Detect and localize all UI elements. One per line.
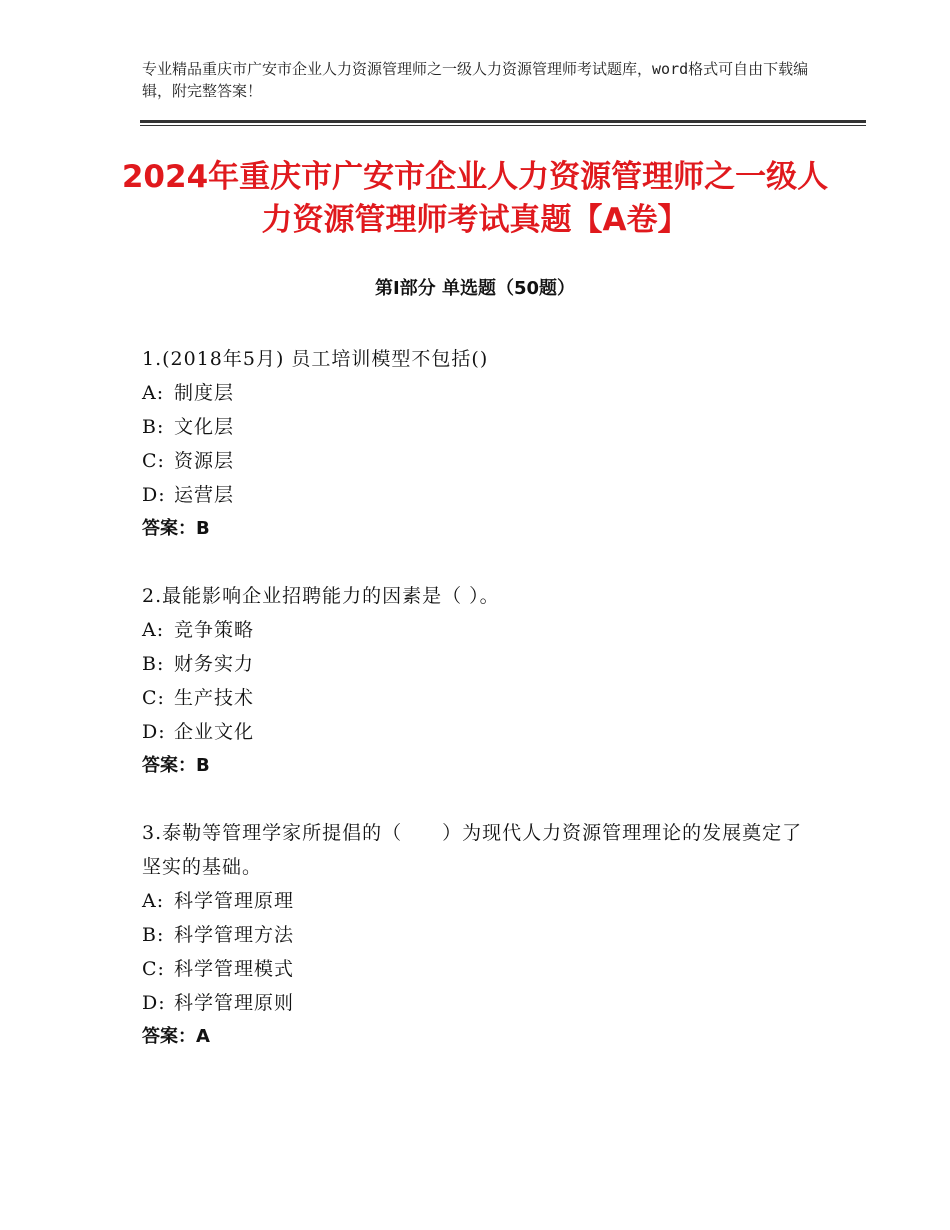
option-letter: A:	[142, 890, 165, 912]
option-letter: B:	[142, 653, 165, 675]
option-b	[142, 647, 822, 681]
option-text: 科学管理方法	[174, 924, 295, 946]
question-stem: 1.(2018年5月) 员工培训模型不包括()	[142, 348, 489, 370]
option-d	[142, 986, 822, 1020]
answer-line	[142, 1020, 822, 1054]
answer-value: A	[196, 1026, 210, 1047]
option-letter: C:	[142, 958, 165, 980]
option-text: 科学管理原则	[174, 992, 295, 1014]
option-letter: A:	[142, 382, 165, 404]
option-letter: C:	[142, 450, 165, 472]
header-rule-thin	[140, 125, 866, 126]
option-letter: B:	[142, 924, 165, 946]
question-1	[142, 342, 822, 546]
answer-line	[142, 749, 822, 783]
option-c	[142, 952, 822, 986]
option-text: 财务实力	[174, 653, 255, 675]
option-text: 科学管理原理	[174, 890, 295, 912]
question-2	[142, 579, 822, 783]
option-d	[142, 715, 822, 749]
option-text: 竞争策略	[174, 619, 255, 641]
option-b	[142, 410, 822, 444]
option-letter: D:	[142, 484, 166, 506]
option-letter: A:	[142, 619, 165, 641]
option-letter: D:	[142, 721, 166, 743]
option-text: 生产技术	[174, 687, 255, 709]
option-c	[142, 681, 822, 715]
option-text: 制度层	[174, 382, 235, 404]
option-b	[142, 918, 822, 952]
option-a	[142, 613, 822, 647]
question-stem: 2.最能影响企业招聘能力的因素是（ ）。	[142, 585, 500, 607]
option-text: 文化层	[174, 416, 235, 438]
answer-label: 答案：	[142, 518, 196, 539]
question-stem: 3.泰勒等管理学家所提倡的（ ）为现代人力资源管理理论的发展奠定了坚实的基础。	[142, 822, 803, 878]
option-text: 科学管理模式	[174, 958, 295, 980]
answer-label: 答案：	[142, 755, 196, 776]
option-d	[142, 478, 822, 512]
answer-value: B	[196, 518, 210, 539]
option-text: 企业文化	[174, 721, 255, 743]
option-letter: B:	[142, 416, 165, 438]
header-rule-thick	[140, 120, 866, 123]
answer-value: B	[196, 755, 210, 776]
option-a	[142, 884, 822, 918]
option-c	[142, 444, 822, 478]
section-heading: 第Ⅰ部分 单选题（50题）	[374, 278, 575, 299]
option-letter: C:	[142, 687, 165, 709]
option-text: 运营层	[174, 484, 235, 506]
answer-line	[142, 512, 822, 546]
question-3	[142, 816, 822, 1054]
option-letter: D:	[142, 992, 166, 1014]
document-title: 2024年重庆市广安市企业人力资源管理师之一级人力资源管理师考试真题【A卷】	[121, 159, 829, 238]
option-a	[142, 376, 822, 410]
header-note: 专业精品重庆市广安市企业人力资源管理师之一级人力资源管理师考试题库，word格式可自由下载编辑，附完整答案！	[142, 60, 809, 100]
answer-label: 答案：	[142, 1026, 196, 1047]
option-text: 资源层	[174, 450, 235, 472]
question-list	[142, 342, 822, 1087]
